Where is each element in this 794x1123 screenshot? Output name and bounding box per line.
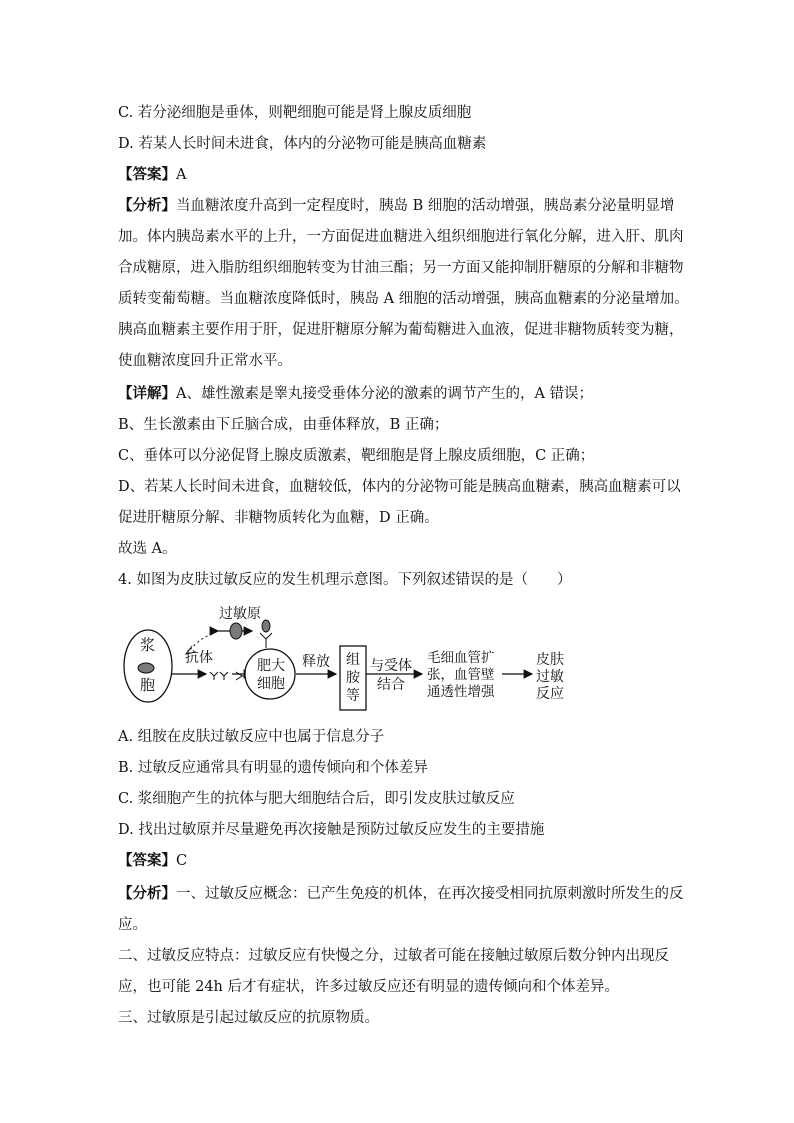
allergy-mechanism-diagram (112, 598, 592, 716)
answer-tag: 【答案】 (118, 166, 176, 183)
allergen-on-antibody (262, 620, 270, 632)
option-c: C. 浆细胞产生的抗体与肥大细胞结合后，即引发皮肤过敏反应 (118, 791, 515, 807)
question-4: 4. 如图为皮肤过敏反应的发生机理示意图。下列叙述错误的是（ ） (118, 572, 572, 588)
bound-antibody (260, 633, 272, 648)
conclusion: 故选 A。 (118, 541, 177, 557)
prev-option-d: D. 若某人长时间未进食，体内的分泌物可能是胰高血糖素 (118, 136, 487, 152)
prev-option-c: C. 若分泌细胞是垂体，则靶细胞可能是肾上腺皮质细胞 (118, 105, 472, 121)
answer-value: A (176, 167, 187, 183)
analysis-line-4: 质转变葡萄糖。当血糖浓度降低时，胰岛 A 细胞的活动增强，胰高血糖素的分泌量增加。 (118, 291, 689, 307)
analysis-line-2: 加。体内胰岛素水平的上升，一方面促进血糖进入组织细胞进行氧化分解，进入肝、肌肉 (118, 229, 684, 245)
plasma-label-3: 胞 (140, 676, 156, 694)
detail-line-d2: 促进肝糖原分解、非糖物质转化为血糖，D 正确。 (118, 510, 439, 526)
detail-text: A、雄性激素是睾丸接受垂体分泌的激素的调节产生的，A 错误； (176, 386, 594, 402)
histamine-label-2: 胺 (346, 670, 360, 686)
answer (118, 851, 684, 871)
analysis-line-3: 合成糖原，进入脂肪组织细胞转变为甘油三酯；另一方面又能抑制肝糖原的分解和非糖物 (118, 260, 684, 276)
analysis2-line-2: 应。 (118, 917, 147, 933)
antibody-icons (210, 672, 228, 680)
detail-tag: 【详解】 (118, 385, 176, 402)
analysis-text: 当血糖浓度升高到一定程度时，胰岛 B 细胞的活动增强，胰岛素分泌量明显增 (176, 198, 675, 214)
option-d: D. 找出过敏原并尽量避免再次接触是预防过敏反应发生的主要措施 (118, 822, 545, 838)
analysis-line-6: 使血糖浓度回升正常水平。 (118, 353, 292, 369)
detail-line-d1: D、若某人长时间未进食，血糖较低，体内的分泌物可能是胰高血糖素，胰高血糖素可以 (118, 479, 681, 495)
receptor-label-2: 结合 (377, 677, 405, 693)
option-a: A. 组胺在皮肤过敏反应中也属于信息分子 (118, 729, 385, 745)
release-label: 释放 (302, 654, 330, 670)
analysis2-line-1 (118, 884, 684, 904)
option-b: B. 过敏反应通常具有明显的遗传倾向和个体差异 (118, 760, 428, 776)
analysis2-tag: 【分析】 (118, 885, 176, 902)
answer-tag: 【答案】 (118, 852, 176, 869)
analysis-line-1 (118, 196, 684, 216)
analysis2-line-3: 二、过敏反应特点：过敏反应有快慢之分，过敏者可能在接触过敏原后数分钟内出现反 (118, 948, 669, 964)
plasma-label-1: 浆 (140, 636, 156, 654)
analysis2-line-4: 应，也可能 24h 后才有症状，许多过敏反应还有明显的遗传倾向和个体差异。 (118, 979, 620, 995)
capillary-label-2: 张，血管壁 (427, 667, 495, 683)
analysis2-line-5: 三、过敏原是引起过敏反应的抗原物质。 (118, 1010, 379, 1026)
antibody-label: 抗体 (185, 650, 213, 666)
prev-answer (118, 165, 684, 185)
capillary-label-1: 毛细血管扩 (427, 650, 495, 666)
skin-label-2: 过敏 (536, 669, 564, 685)
analysis-tag: 【分析】 (118, 197, 176, 214)
histamine-label-1: 组 (346, 652, 360, 668)
mast-label-2: 细胞 (257, 676, 285, 692)
skin-label-3: 反应 (536, 686, 564, 702)
skin-label-1: 皮肤 (536, 652, 564, 668)
analysis-line-5: 胰高血糖素主要作用于肝，促进肝糖原分解为葡萄糖进入血液，促进非糖物质转变为糖， (118, 322, 684, 338)
analysis2-text: 一、过敏反应概念：已产生免疫的机体，在再次接受相同抗原刺激时所发生的反 (176, 886, 684, 902)
capillary-label-3: 通透性增强 (427, 684, 495, 700)
receptor-label-1: 与受体 (370, 658, 412, 674)
detail-line-c: C、垂体可以分泌促肾上腺皮质激素，靶细胞是肾上腺皮质细胞，C 正确； (118, 448, 595, 464)
answer-value: C (176, 853, 188, 869)
plasma-nucleus (138, 663, 154, 673)
histamine-label-3: 等 (346, 688, 360, 704)
allergen-oval (230, 623, 242, 639)
detail-line-a (118, 384, 684, 404)
detail-line-b: B、生长激素由下丘脑合成，由垂体释放，B 正确； (118, 417, 449, 433)
mast-label-1: 肥大 (257, 658, 285, 674)
allergen-label: 过敏原 (219, 606, 261, 622)
